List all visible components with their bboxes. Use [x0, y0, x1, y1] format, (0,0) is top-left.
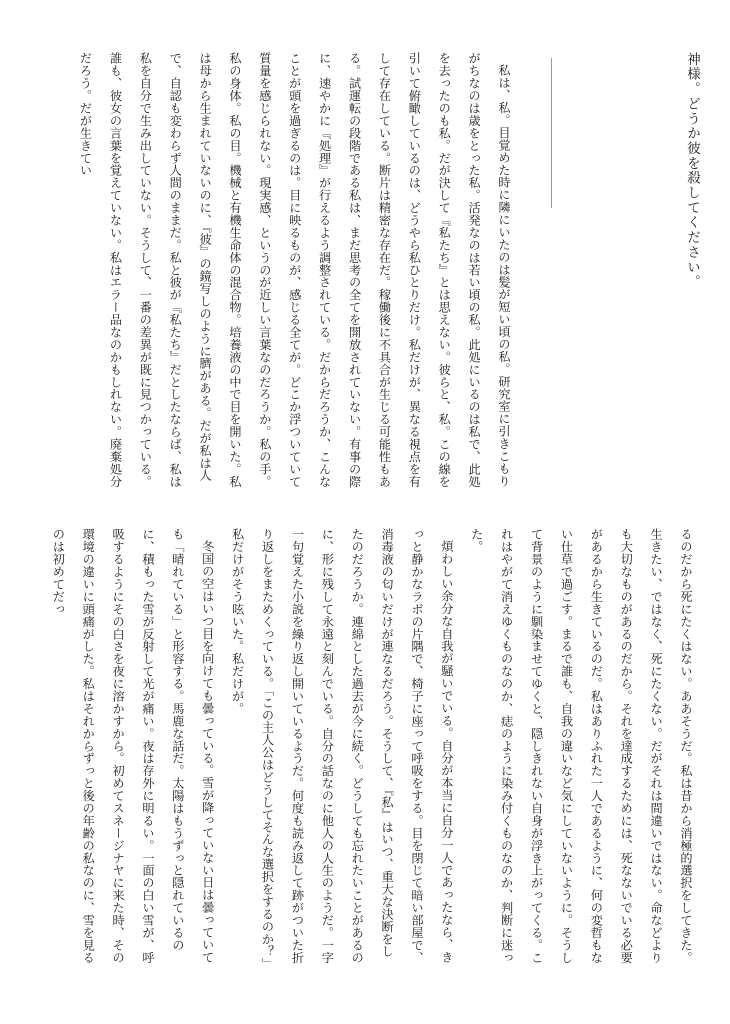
body-text-upper: [58, 52, 518, 490]
body-lower-column-group: [51, 528, 700, 966]
paragraph: 私は、私。目覚めた時に隣にいたのは髪が短い頃の私。研究室に引きこもりがちなのは歳をとった私。活発なのは若い頃の私。此処にいるのは私で、此処を去ったのも私。だが決して『私たち』とは思えない。彼らと、私。この線を引いて俯瞰しているのは、どうやら私ひとりだけ。私だけが、異なる視点を有して存在している。断片は精密な存在だ。稼働後に不具合が生じる可能性もある。試運転の段階である私は、まだ思考の全てを開放されていない。有事の際に、速やかに『処理』が行えるよう調整されている。だからだろうか、こんなことが頭を過ぎるのは。目に映るものが、感じる全てが。どこか浮ついていて質量を感じられない。現実感、というのが近しい言葉なのだろうか。私の手。私の身体。私の目。機械と有機生命体の混合物。培養液の中で目を開いた。私は母から生まれていないのに、『彼』の鏡写しのように臍がある。だが私は人で、自認も変わらず人間のままだ。私と彼が『私たち』だとしたならば、私は私を自分で生み出していない。そうして、一番の差異が既に見つかっている。誰も、彼女の言葉を覚えていない。私はエラー品なのかもしれない。廃棄処分だろう。だが生きてい: [78, 52, 511, 488]
page-title: 神様。どうか彼を殺してください。: [684, 52, 700, 290]
body-upper-column-group: [70, 52, 518, 488]
paragraph: るのだから死にたくはない。ああそうだ。私は昔から消極的選択をしてきた。生きたい、ではなく、死にたくない。だがそれは間違いではない。命などよりも大切なものがあるのだから。それを達成するためには、死なないでいる必要があるから生きているのだ。私はありふれた一人であるように、何の変哲もない仕草で過ごす。まるで誰も、自我の違いなど気にしていないように。そうして背景のように馴染ませてゆくと、隠しきれない自身が浮き上がってくる。これはやがて消えゆくものなのか、痣のように染み付くものなのか、判断に迷った。: [469, 528, 693, 964]
paragraph: 煩わしい余分な自我が騒いでいる。自分が本当に自分一人であったなら、きっと静かなラボの片隅で、椅子に座って呼吸をする。目を閉じて暗い部屋で、消毒液の匂いだけが連なるだろう。そうして、『私』はいつ、重大な決断をしたのだろうか。連綿とした過去が今に続く。どうしても忘れたいことがあるのに、形に残して永遠と刻んでいる。自分の話なのに他人の人生のようだ。一字一句覚えた小説を繰り返し開いているようだ。何度も読み返して跡がついた折り返しをまためくっている。「この主人公はどうしてそんな選択をするのか？」私だけがそう呟いた。私だけが。: [230, 528, 454, 964]
body-text-lower: [51, 528, 700, 968]
vertical-rule-divider: [551, 58, 552, 208]
paragraph: 冬国の空はいつ目を向けても曇っている。雪が降っていない日は曇っていても「晴れている」と形容する。馬鹿な話だ。太陽はもうずっと隠れているのに、積もった雪が反射して光が痛い。夜は存外に明るい。一面の白い雪が、呼吸するようにその白さを夜に溶かすから。初めてスネージナヤに来た時、その環境の違いに頭痛がした。私はそれからずっと後の年齢の私なのに、雪を見るのは初めてだっ: [51, 528, 215, 964]
title-block: [678, 52, 704, 482]
